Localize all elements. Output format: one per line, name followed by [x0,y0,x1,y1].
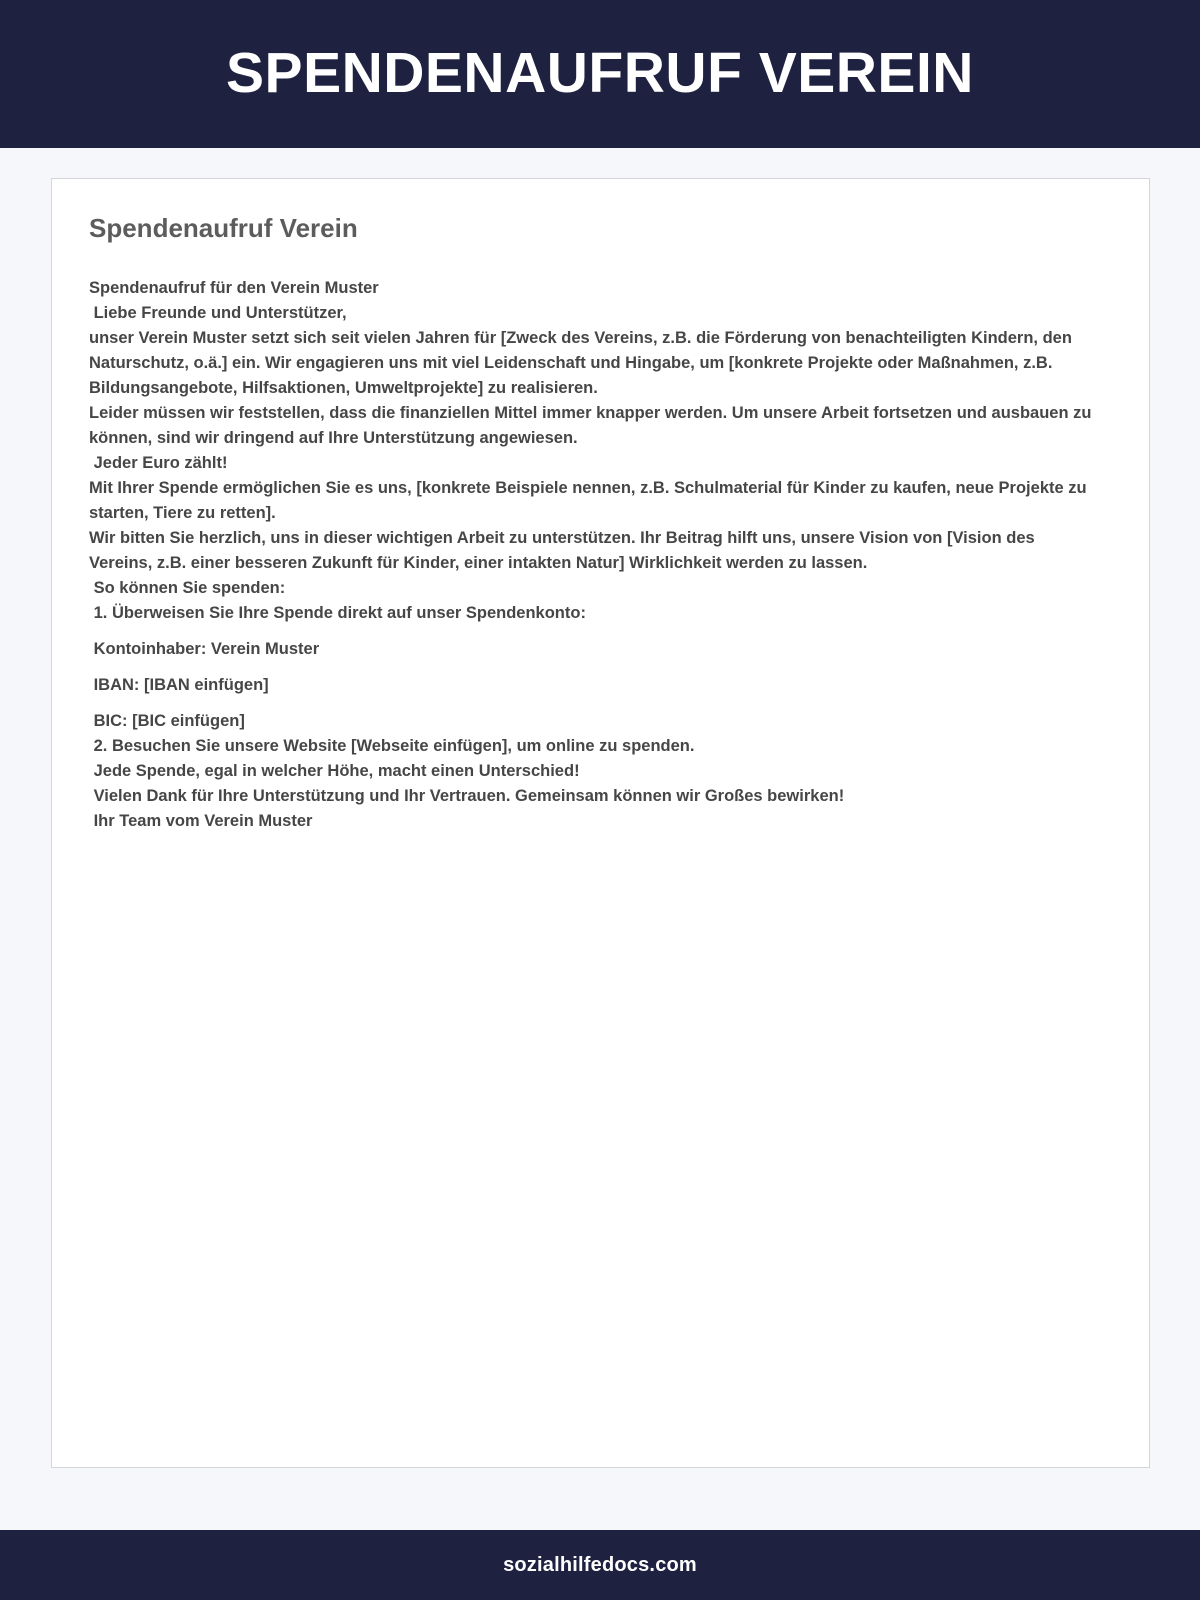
document-heading: Spendenaufruf Verein [89,213,358,243]
document-paragraph-salutation: Liebe Freunde und Unterstützer, [89,303,347,322]
document-paragraph-every-donation-counts: Jede Spende, egal in welcher Höhe, macht einen Unterschied! [89,761,580,780]
page-footer-banner [0,1530,1200,1600]
document-body-text [89,276,1099,834]
document-paragraph-thanks: Vielen Dank für Ihre Unterstützung und Ihr Vertrauen. Gemeinsam können wir Großes bewirken! [89,786,845,805]
document-paragraph-how-to-donate-heading: So können Sie spenden: [89,578,286,597]
document-paragraph-every-euro: Jeder Euro zählt! [89,453,228,472]
document-paragraph-account-holder: Kontoinhaber: Verein Muster [89,639,320,658]
document-paragraph-bic: BIC: [BIC einfügen] [89,711,245,730]
document-paragraph-request-support: Wir bitten Sie herzlich, uns in dieser wichtigen Arbeit zu unterstützen. Ihr Beitrag hilft uns, unsere Vision von [Vision des Vereins, z.B. einer besseren Zukunft für Kinder, einer intakten Natur] Wirklichkeit werden zu lassen. [89,528,1040,572]
document-paragraph-donate-step-1: 1. Überweisen Sie Ihre Spende direkt auf unser Spendenkonto: [89,603,586,622]
page-main-content [0,148,1200,1468]
page-header-banner [0,0,1200,148]
document-paragraph-signature: Ihr Team vom Verein Muster [89,811,313,830]
document-paragraph-donate-step-2: 2. Besuchen Sie unsere Website [Webseite einfügen], um online zu spenden. [89,736,695,755]
document-paragraph-donation-impact: Mit Ihrer Spende ermöglichen Sie es uns, [konkrete Beispiele nennen, z.B. Schulmaterial für Kinder zu kaufen, neue Projekte zu starten, Tiere zu retten]. [89,478,1092,522]
document-paragraph-purpose: unser Verein Muster setzt sich seit vielen Jahren für [Zweck des Vereins, z.B. die Förderung von benachteiligten Kindern, den Naturschutz, o.ä.] ein. Wir engagieren uns mit viel Leidenschaft und Hingabe, um [konkrete Projekte oder Maßnahmen, z.B. Bildungsangebote, Hilfsaktionen, Umweltprojekte] zu realisieren. [89,328,1077,397]
document-card [51,178,1150,1468]
document-paragraph-funding-situation: Leider müssen wir feststellen, dass die finanziellen Mittel immer knapper werden. Um unsere Arbeit fortsetzen und ausbauen zu können, sind wir dringend auf Ihre Unterstützung angewiesen. [89,403,1097,447]
page-title: SPENDENAUFRUF VEREIN [226,41,974,106]
document-paragraph-iban: IBAN: [IBAN einfügen] [89,675,269,694]
document-paragraph-intro-heading: Spendenaufruf für den Verein Muster [89,278,379,297]
footer-site-name: sozialhilfedocs.com [503,1553,697,1576]
